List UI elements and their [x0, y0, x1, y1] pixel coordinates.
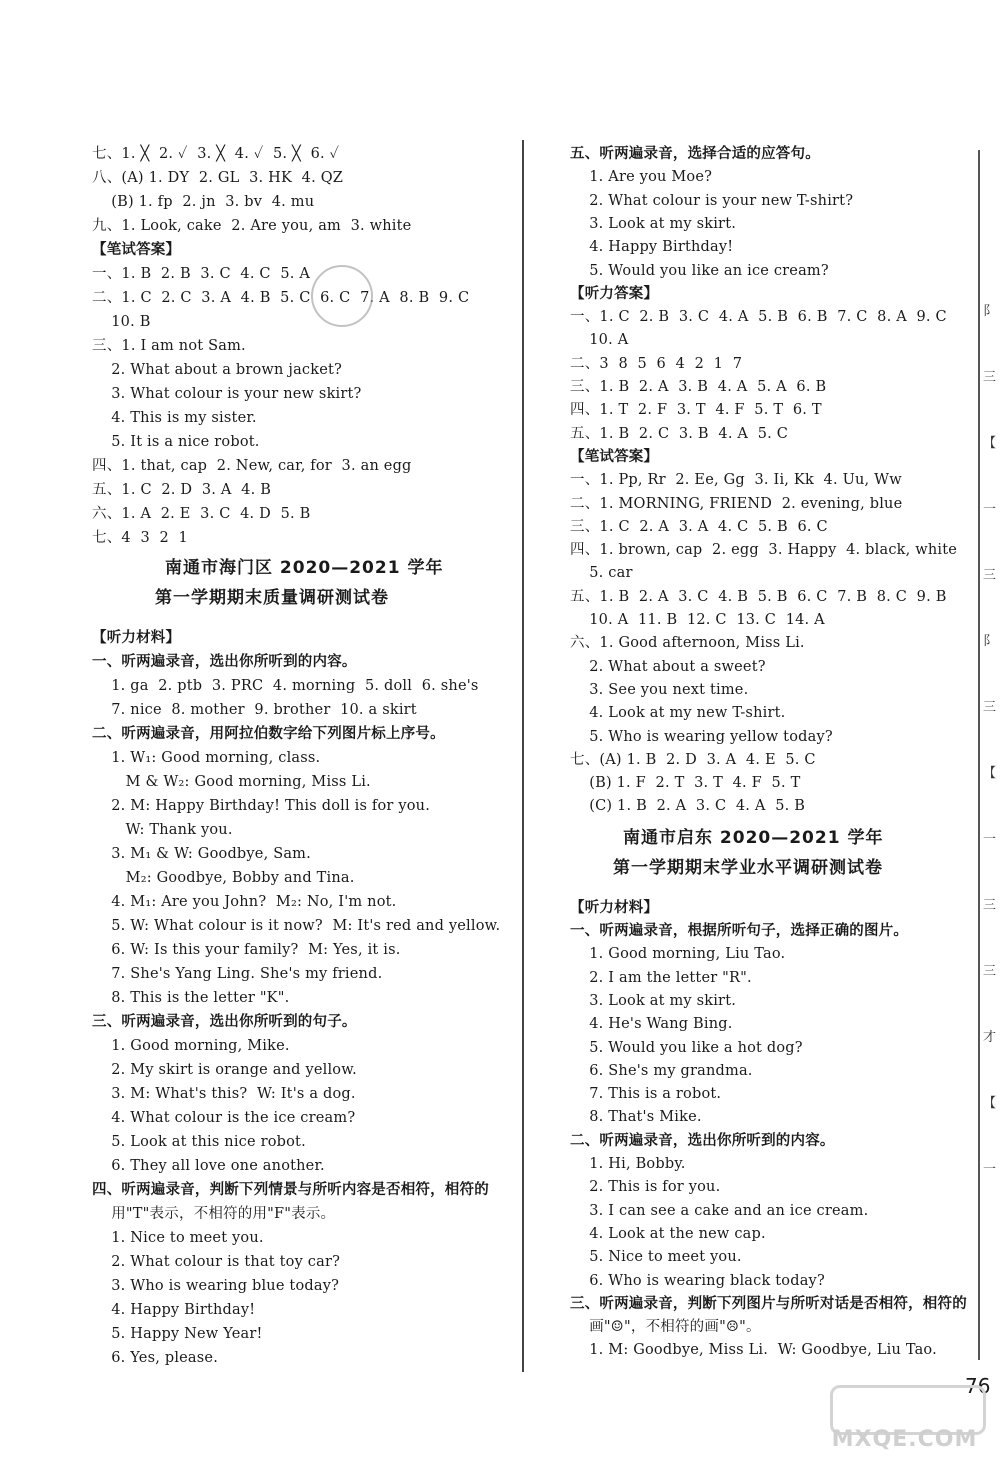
text-line: 五、1. C 2. D 3. A 4. B — [92, 482, 272, 498]
paper-title: 南通市启东 2020—2021 学年 — [623, 827, 884, 848]
text-line: 九、1. Look, cake 2. Are you, am 3. white — [92, 218, 412, 234]
text-line: 4. Look at my new T-shirt. — [570, 705, 786, 722]
text-line: 10. B — [92, 314, 151, 330]
edge-mark: 三 — [983, 964, 997, 979]
text-line: 2. This is for you. — [570, 1179, 721, 1196]
edge-mark: 三 — [983, 700, 997, 715]
page-edge-line — [978, 150, 980, 1360]
text-line: 4. Look at the new cap. — [570, 1225, 766, 1242]
text-line: 八、(A) 1. DY 2. GL 3. HK 4. QZ — [92, 170, 344, 186]
text-line: 3. M₁ & W: Goodbye, Sam. — [92, 846, 311, 862]
text-line: 七、1. ╳ 2. ✓ 3. ╳ 4. ✓ 5. ╳ 6. ✓ — [92, 146, 340, 162]
text-line: M & W₂: Good morning, Miss Li. — [92, 774, 371, 790]
text-line: 五、1. B 2. A 3. C 4. B 5. B 6. C 7. B 8. C 9. B — [570, 588, 947, 605]
text-line: 1. Are you Moe? — [570, 169, 713, 186]
section-heading: 三、听两遍录音，选出你所听到的句子。 — [92, 1013, 357, 1030]
section-heading: 三、听两遍录音，判断下列图片与所听对话是否相符，相符的 — [570, 1294, 967, 1312]
text-line: 6. Who is wearing black today? — [570, 1272, 825, 1289]
text-line: 6. She's my grandma. — [570, 1062, 753, 1079]
text-line: 四、1. T 2. F 3. T 4. F 5. T 6. T — [570, 402, 822, 419]
text-line: 3. M: What's this? W: It's a dog. — [92, 1086, 356, 1102]
section-heading: 【笔试答案】 — [570, 447, 659, 465]
text-line: 2. What colour is that toy car? — [92, 1254, 341, 1270]
edge-mark: 一 — [983, 1162, 997, 1177]
text-line: 3. I can see a cake and an ice cream. — [570, 1202, 869, 1219]
text-line: 七、(A) 1. B 2. D 3. A 4. E 5. C — [570, 751, 816, 768]
edge-mark: 【 — [983, 1096, 997, 1111]
edge-mark: 阝 — [983, 634, 997, 649]
edge-mark: 阝 — [983, 304, 997, 319]
text-line: 七、4 3 2 1 — [92, 530, 188, 546]
text-line: 3. Who is wearing blue today? — [92, 1278, 340, 1294]
edge-mark: 才 — [983, 1030, 997, 1045]
section-heading: 【听力材料】 — [92, 629, 181, 646]
text-line: 7. This is a robot. — [570, 1086, 722, 1103]
text-line: 六、1. A 2. E 3. C 4. D 5. B — [92, 506, 311, 522]
section-heading: 一、听两遍录音，选出你所听到的内容。 — [92, 653, 357, 670]
text-line: 4. Happy Birthday! — [570, 239, 734, 256]
text-line: 二、1. MORNING, FRIEND 2. evening, blue — [570, 495, 903, 512]
section-heading: 【听力材料】 — [570, 898, 659, 916]
text-line: 一、1. Pp, Rr 2. Ee, Gg 3. Ii, Kk 4. Uu, Ww — [570, 472, 902, 489]
text-line: 6. Yes, please. — [92, 1350, 219, 1366]
text-line: 三、1. I am not Sam. — [92, 338, 246, 354]
text-line: 一、1. C 2. B 3. C 4. A 5. B 6. B 7. C 8. A 9. C — [570, 309, 947, 326]
text-line: 3. See you next time. — [570, 681, 749, 698]
text-line: 1. Nice to meet you. — [92, 1230, 264, 1246]
paper-subtitle: 第一学期期末质量调研测试卷 — [155, 588, 389, 608]
text-line: 4. He's Wang Bing. — [570, 1016, 733, 1033]
edge-mark: 三 — [983, 370, 997, 385]
text-line: 2. What colour is your new T-shirt? — [570, 192, 854, 209]
text-line: 1. Hi, Bobby. — [570, 1156, 686, 1172]
section-heading: 二、听两遍录音，选出你所听到的内容。 — [570, 1131, 835, 1149]
text-line: (C) 1. B 2. A 3. C 4. A 5. B — [570, 798, 806, 815]
text-line: 4. Happy Birthday! — [92, 1302, 256, 1318]
text-line: 2. I am the letter "R". — [570, 969, 752, 986]
section-heading: 二、听两遍录音，用阿拉伯数字给下列图片标上序号。 — [92, 725, 445, 742]
column-divider — [522, 140, 524, 1372]
text-line: (B) 1. F 2. T 3. T 4. F 5. T — [570, 775, 801, 792]
section-heading: 【听力答案】 — [570, 284, 659, 302]
text-line: 5. Would you like a hot dog? — [570, 1039, 803, 1056]
text-line: 二、1. C 2. C 3. A 4. B 5. C 6. C 7. A 8. B 9. C — [92, 290, 470, 306]
section-heading: 五、听两遍录音，选择合适的应答句。 — [570, 145, 820, 162]
section-heading: 一、听两遍录音，根据所听句子，选择正确的图片。 — [570, 922, 909, 939]
text-line: 2. M: Happy Birthday! This doll is for you. — [92, 798, 431, 814]
text-line: 5. Happy New Year! — [92, 1326, 263, 1342]
text-line: 5. Who is wearing yellow today? — [570, 728, 833, 745]
text-line: 一、1. B 2. B 3. C 4. C 5. A — [92, 266, 311, 282]
text-line: 1. Good morning, Liu Tao. — [570, 946, 786, 963]
page-number: 76 — [965, 1374, 991, 1398]
text-line: 五、1. B 2. C 3. B 4. A 5. C — [570, 425, 789, 442]
text-line: 5. Nice to meet you. — [570, 1249, 742, 1266]
text-line: 10. A — [570, 332, 629, 349]
text-line: 2. What about a sweet? — [570, 658, 766, 675]
text-line: 三、1. C 2. A 3. A 4. C 5. B 6. C — [570, 518, 828, 535]
text-line: 5. car — [570, 565, 633, 582]
text-line: 4. This is my sister. — [92, 410, 257, 426]
watermark-text: MXQE.COM — [831, 1427, 978, 1452]
text-line: 8. This is the letter "K". — [92, 990, 290, 1006]
text-line: 10. A 11. B 12. C 13. C 14. A — [570, 612, 825, 628]
paper-title: 南通市海门区 2020—2021 学年 — [165, 558, 444, 578]
text-line: 6. W: Is this your family? M: Yes, it is. — [92, 942, 401, 958]
edge-mark: 一 — [983, 832, 997, 847]
text-line: 2. My skirt is orange and yellow. — [92, 1062, 357, 1078]
text-line: 用"T"表示，不相符的用"F"表示。 — [92, 1206, 336, 1222]
text-line: 3. Look at my skirt. — [570, 992, 737, 1009]
edge-mark: 三 — [983, 568, 997, 583]
edge-mark: 【 — [983, 766, 997, 781]
text-line: M₂: Goodbye, Bobby and Tina. — [92, 870, 355, 886]
text-line: 3. What colour is your new skirt? — [92, 386, 362, 402]
text-line: 7. nice 8. mother 9. brother 10. a skirt — [92, 702, 417, 718]
text-line: (B) 1. fp 2. jn 3. bv 4. mu — [92, 194, 315, 210]
text-line: 8. That's Mike. — [570, 1109, 702, 1126]
edge-marks — [983, 300, 1000, 1250]
text-line: 六、1. Good afternoon, Miss Li. — [570, 635, 805, 652]
section-heading: 四、听两遍录音，判断下列情景与所听内容是否相符，相符的 — [92, 1181, 489, 1198]
edge-mark: 三 — [983, 898, 997, 913]
text-line: 5. Look at this nice robot. — [92, 1134, 306, 1150]
text-line: 3. Look at my skirt. — [570, 215, 737, 232]
text-line: 4. M₁: Are you John? M₂: No, I'm not. — [92, 894, 397, 910]
text-line: 四、1. that, cap 2. New, car, for 3. an egg — [92, 458, 412, 474]
text-line: 5. W: What colour is it now? M: It's red and yellow. — [92, 918, 501, 934]
edge-mark: 【 — [983, 436, 997, 451]
text-line: W: Thank you. — [92, 822, 233, 838]
text-line: 二、3 8 5 6 4 2 1 7 — [570, 355, 743, 372]
stamp-mark — [311, 265, 373, 327]
text-line: 四、1. brown, cap 2. egg 3. Happy 4. black, white — [570, 542, 958, 559]
text-line: 1. W₁: Good morning, class. — [92, 750, 321, 766]
text-line: 7. She's Yang Ling. She's my friend. — [92, 966, 383, 982]
edge-mark: 一 — [983, 502, 997, 517]
text-line: 6. They all love one another. — [92, 1158, 325, 1174]
section-heading: 【笔试答案】 — [92, 241, 181, 258]
text-line: 1. ga 2. ptb 3. PRC 4. morning 5. doll 6. she's — [92, 678, 479, 694]
text-line: 2. What about a brown jacket? — [92, 362, 343, 378]
text-line: 5. It is a nice robot. — [92, 434, 260, 450]
text-line: 三、1. B 2. A 3. B 4. A 5. A 6. B — [570, 379, 827, 395]
watermark — [812, 1385, 997, 1471]
text-line: 4. What colour is the ice cream? — [92, 1110, 356, 1126]
text-line: 画"☺"，不相符的画"☹"。 — [570, 1319, 761, 1336]
text-line: 1. Good morning, Mike. — [92, 1038, 290, 1054]
paper-subtitle: 第一学期期末学业水平调研测试卷 — [613, 857, 883, 878]
text-line: 5. Would you like an ice cream? — [570, 262, 829, 279]
text-line: 1. M: Goodbye, Miss Li. W: Goodbye, Liu Tao. — [570, 1342, 937, 1359]
